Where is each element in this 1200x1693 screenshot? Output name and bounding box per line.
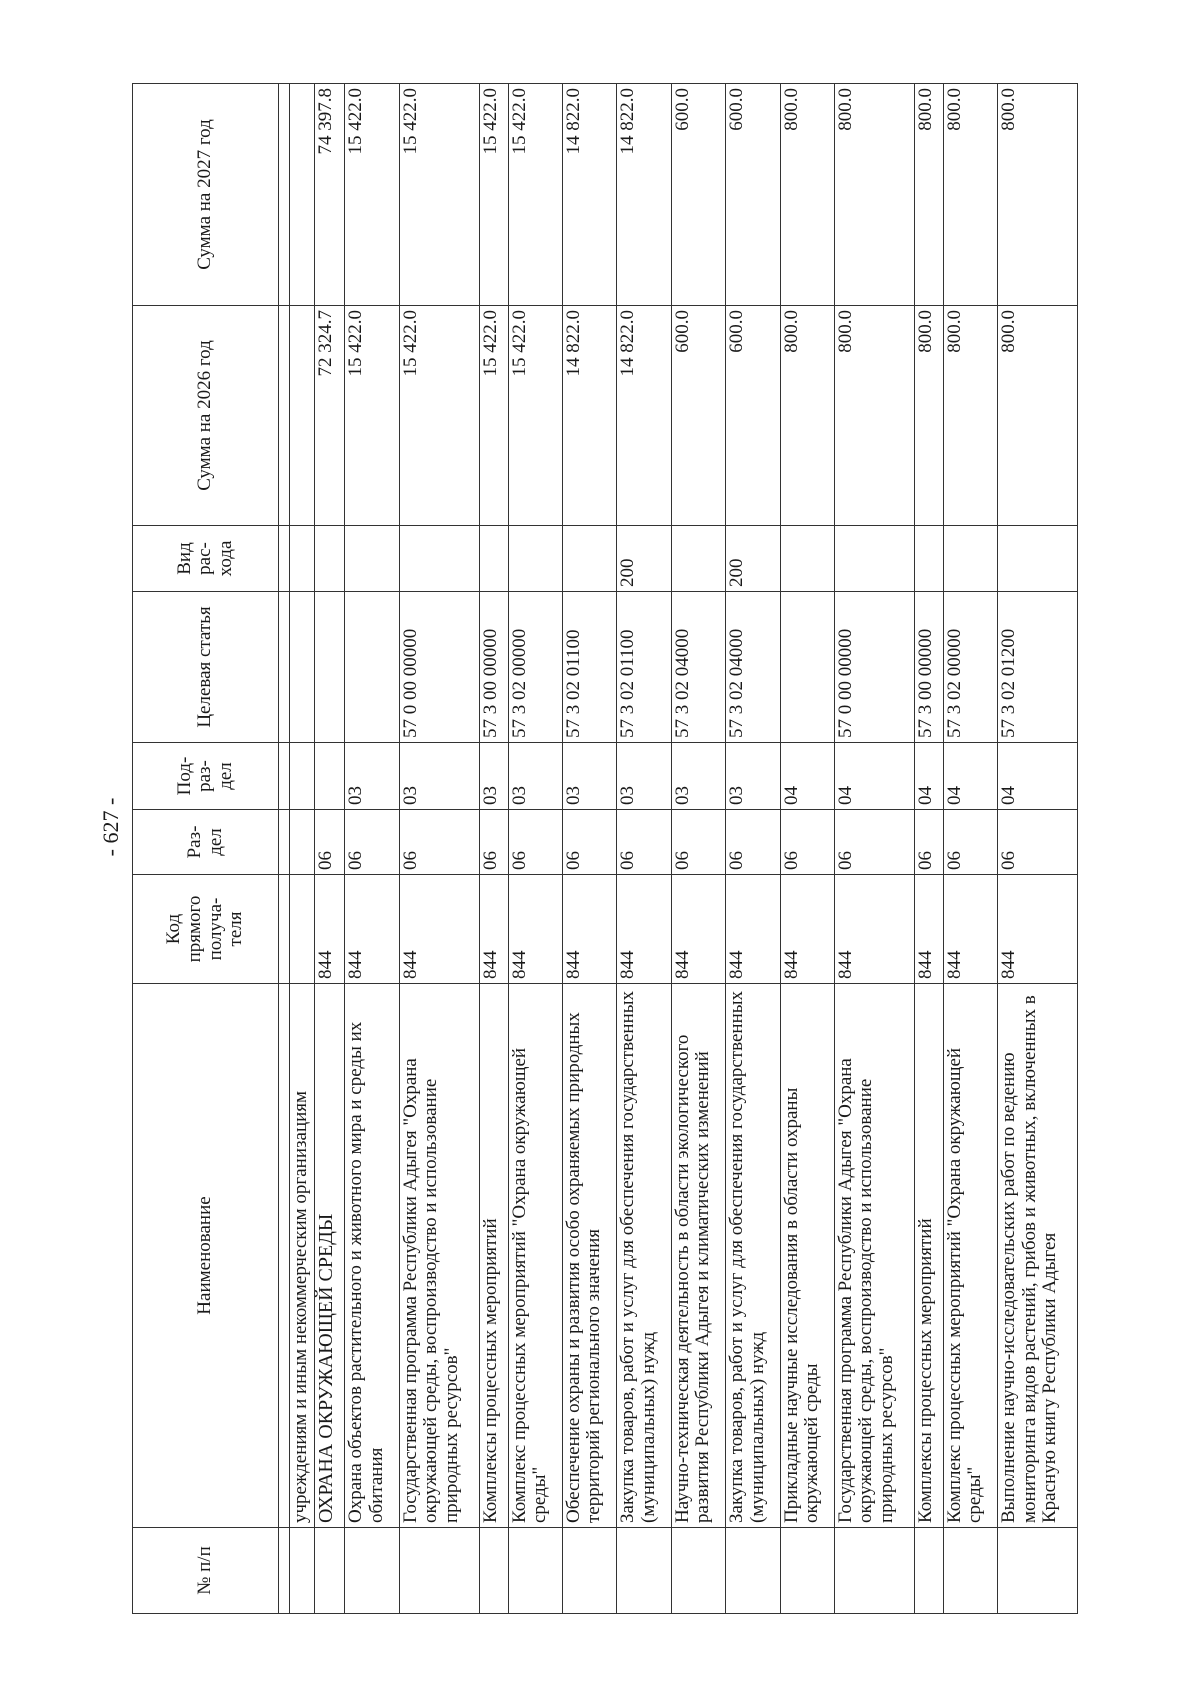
cell-sum-2026: 14 822.0: [562, 306, 616, 526]
table-row: [780, 84, 834, 1614]
cell-recipient: 844: [998, 875, 1078, 984]
header-recipient: Код прямого получа- теля: [133, 875, 279, 984]
cell-subsection: 04: [998, 743, 1078, 810]
cell-name: Научно-техническая деятельность в области экологического развития Республики Адыгея и климатических изменений: [671, 984, 725, 1528]
table-header-row: [133, 84, 279, 1614]
cell-target: 57 3 02 01200: [998, 592, 1078, 743]
header-subsection: Под- раз- дел: [133, 743, 279, 810]
cell-subsection: 04: [780, 743, 834, 810]
table-row: [998, 84, 1078, 1614]
cell-expense: [780, 526, 834, 592]
cell-recipient: 844: [943, 875, 997, 984]
cell-subsection: 04: [943, 743, 997, 810]
cell-sum-2026: 15 422.0: [508, 306, 562, 526]
cell-subsection: [290, 743, 315, 810]
cell-name: Выполнение научно-исследовательских работ по ведению мониторинга видов растений, грибов и животных, включенных в Красную книгу Республики Адыгея: [998, 984, 1078, 1528]
cell-sum-2027: 15 422.0: [399, 84, 479, 306]
cell-sum-2027: 800.0: [998, 84, 1078, 306]
cell-expense: [562, 526, 616, 592]
cell-name: Закупка товаров, работ и услуг для обеспечения государственных (муниципальных) нужд: [617, 984, 671, 1528]
cell-target: [315, 592, 345, 743]
cell-subsection: 03: [617, 743, 671, 810]
cell-recipient: 844: [345, 875, 399, 984]
cell-num: [562, 1528, 616, 1614]
cell-section: 06: [998, 810, 1078, 875]
cell-name: Обеспечение охраны и развития особо охраняемых природных территорий регионального значения: [562, 984, 616, 1528]
header-name: Наименование: [133, 984, 279, 1528]
cell-target: [290, 592, 315, 743]
table-row: [562, 84, 616, 1614]
cell-expense: [315, 526, 345, 592]
cell-sum-2027: [290, 84, 315, 306]
cell-recipient: 844: [479, 875, 508, 984]
cell-subsection: 03: [671, 743, 725, 810]
cell-num: [617, 1528, 671, 1614]
cell-sum-2027: 600.0: [726, 84, 780, 306]
cell-sum-2027: 15 422.0: [508, 84, 562, 306]
cell-name: учреждениям и иным некоммерческим организациям: [290, 984, 315, 1528]
cell-name: Закупка товаров, работ и услуг для обеспечения государственных (муниципальных) нужд: [726, 984, 780, 1528]
cell-section: 06: [943, 810, 997, 875]
cell-name: Прикладные научные исследования в области охраны окружающей среды: [780, 984, 834, 1528]
cell-name: Комплекс процессных мероприятий "Охрана окружающей среды": [508, 984, 562, 1528]
cell-section: 06: [562, 810, 616, 875]
cell-subsection: 03: [399, 743, 479, 810]
cell-sum-2026: 600.0: [671, 306, 725, 526]
cell-sum-2027: 15 422.0: [345, 84, 399, 306]
cell-recipient: 844: [315, 875, 345, 984]
cell-sum-2027: 14 822.0: [617, 84, 671, 306]
cell-num: [508, 1528, 562, 1614]
cell-target: 57 3 00 00000: [479, 592, 508, 743]
table-row: [914, 84, 943, 1614]
cell-expense: [914, 526, 943, 592]
cell-num: [834, 1528, 914, 1614]
cell-target: 57 3 02 04000: [726, 592, 780, 743]
cell-subsection: 03: [345, 743, 399, 810]
cell-sum-2027: 800.0: [834, 84, 914, 306]
cell-sum-2027: 74 397.8: [315, 84, 345, 306]
cell-subsection: 03: [726, 743, 780, 810]
header-sum-2027: Сумма на 2027 год: [133, 84, 279, 306]
cell-subsection: [315, 743, 345, 810]
cell-section: 06: [479, 810, 508, 875]
cell-section: 06: [345, 810, 399, 875]
cell-name: Государственная программа Республики Адыгея "Охрана окружающей среды, воспроизводство и использование природных ресурсов": [399, 984, 479, 1528]
page-number: - 627 -: [98, 797, 123, 857]
cell-sum-2026: 14 822.0: [617, 306, 671, 526]
header-sum-2026: Сумма на 2026 год: [133, 306, 279, 526]
cell-section: 06: [914, 810, 943, 875]
cell-recipient: 844: [508, 875, 562, 984]
cell-sum-2026: 15 422.0: [399, 306, 479, 526]
table-row: [834, 84, 914, 1614]
cell-name: Комплексы процессных мероприятий: [479, 984, 508, 1528]
table-row: [290, 84, 315, 1614]
cell-target: 57 3 02 00000: [508, 592, 562, 743]
table-row: [399, 84, 479, 1614]
cell-num: [479, 1528, 508, 1614]
cell-name: Государственная программа Республики Адыгея "Охрана окружающей среды, воспроизводство и использование природных ресурсов": [834, 984, 914, 1528]
cell-num: [290, 1528, 315, 1614]
cell-recipient: 844: [399, 875, 479, 984]
cell-sum-2027: 800.0: [943, 84, 997, 306]
header-spacer-row: [279, 84, 290, 1614]
cell-target: 57 3 02 04000: [671, 592, 725, 743]
table-row: [315, 84, 345, 1614]
cell-sum-2027: 14 822.0: [562, 84, 616, 306]
table-row: [479, 84, 508, 1614]
cell-expense: [508, 526, 562, 592]
header-expense: Вид рас- хода: [133, 526, 279, 592]
cell-num: [671, 1528, 725, 1614]
cell-expense: [998, 526, 1078, 592]
table-row: [726, 84, 780, 1614]
cell-sum-2026: 800.0: [998, 306, 1078, 526]
cell-recipient: 844: [562, 875, 616, 984]
cell-section: 06: [399, 810, 479, 875]
cell-subsection: 03: [508, 743, 562, 810]
cell-expense: 200: [726, 526, 780, 592]
cell-subsection: 03: [479, 743, 508, 810]
cell-target: 57 3 00 00000: [914, 592, 943, 743]
cell-sum-2026: 800.0: [780, 306, 834, 526]
cell-target: 57 0 00 00000: [834, 592, 914, 743]
cell-sum-2027: 15 422.0: [479, 84, 508, 306]
table-row: [943, 84, 997, 1614]
cell-subsection: 04: [914, 743, 943, 810]
cell-name: Комплексы процессных мероприятий: [914, 984, 943, 1528]
cell-target: 57 3 02 00000: [943, 592, 997, 743]
cell-num: [914, 1528, 943, 1614]
cell-sum-2026: 800.0: [943, 306, 997, 526]
table-row: [508, 84, 562, 1614]
cell-expense: [479, 526, 508, 592]
cell-expense: [345, 526, 399, 592]
cell-name: ОХРАНА ОКРУЖАЮЩЕЙ СРЕДЫ: [315, 984, 345, 1528]
cell-subsection: 04: [834, 743, 914, 810]
cell-expense: [943, 526, 997, 592]
cell-expense: [399, 526, 479, 592]
cell-section: 06: [508, 810, 562, 875]
cell-recipient: 844: [671, 875, 725, 984]
budget-table: [132, 83, 1078, 1614]
cell-sum-2026: 15 422.0: [345, 306, 399, 526]
cell-num: [943, 1528, 997, 1614]
cell-expense: 200: [617, 526, 671, 592]
cell-name: Комплекс процессных мероприятий "Охрана окружающей среды": [943, 984, 997, 1528]
cell-sum-2026: 800.0: [914, 306, 943, 526]
header-num: № п/п: [133, 1528, 279, 1614]
header-section: Раз- дел: [133, 810, 279, 875]
cell-target: 57 3 02 01100: [617, 592, 671, 743]
table-row: [345, 84, 399, 1614]
cell-section: 06: [315, 810, 345, 875]
table-row: [617, 84, 671, 1614]
cell-expense: [834, 526, 914, 592]
cell-section: 06: [617, 810, 671, 875]
cell-sum-2027: 800.0: [780, 84, 834, 306]
cell-num: [399, 1528, 479, 1614]
cell-section: 06: [834, 810, 914, 875]
cell-recipient: [290, 875, 315, 984]
cell-recipient: 844: [834, 875, 914, 984]
cell-sum-2026: 800.0: [834, 306, 914, 526]
cell-sum-2026: [290, 306, 315, 526]
cell-recipient: 844: [726, 875, 780, 984]
table-row: [671, 84, 725, 1614]
cell-num: [345, 1528, 399, 1614]
cell-sum-2026: 15 422.0: [479, 306, 508, 526]
cell-section: [290, 810, 315, 875]
cell-target: 57 0 00 00000: [399, 592, 479, 743]
cell-subsection: 03: [562, 743, 616, 810]
cell-sum-2027: 800.0: [914, 84, 943, 306]
cell-recipient: 844: [914, 875, 943, 984]
cell-section: 06: [780, 810, 834, 875]
cell-section: 06: [726, 810, 780, 875]
cell-num: [998, 1528, 1078, 1614]
cell-expense: [290, 526, 315, 592]
cell-num: [780, 1528, 834, 1614]
cell-name: Охрана объектов растительного и животного мира и среды их обитания: [345, 984, 399, 1528]
cell-target: 57 3 02 01100: [562, 592, 616, 743]
header-target: Целевая статья: [133, 592, 279, 743]
cell-section: 06: [671, 810, 725, 875]
cell-expense: [671, 526, 725, 592]
cell-recipient: 844: [617, 875, 671, 984]
cell-num: [726, 1528, 780, 1614]
cell-sum-2027: 600.0: [671, 84, 725, 306]
budget-table-rotated: [132, 84, 1078, 1614]
cell-target: [780, 592, 834, 743]
cell-target: [345, 592, 399, 743]
cell-recipient: 844: [780, 875, 834, 984]
cell-num: [315, 1528, 345, 1614]
cell-sum-2026: 72 324.7: [315, 306, 345, 526]
cell-sum-2026: 600.0: [726, 306, 780, 526]
